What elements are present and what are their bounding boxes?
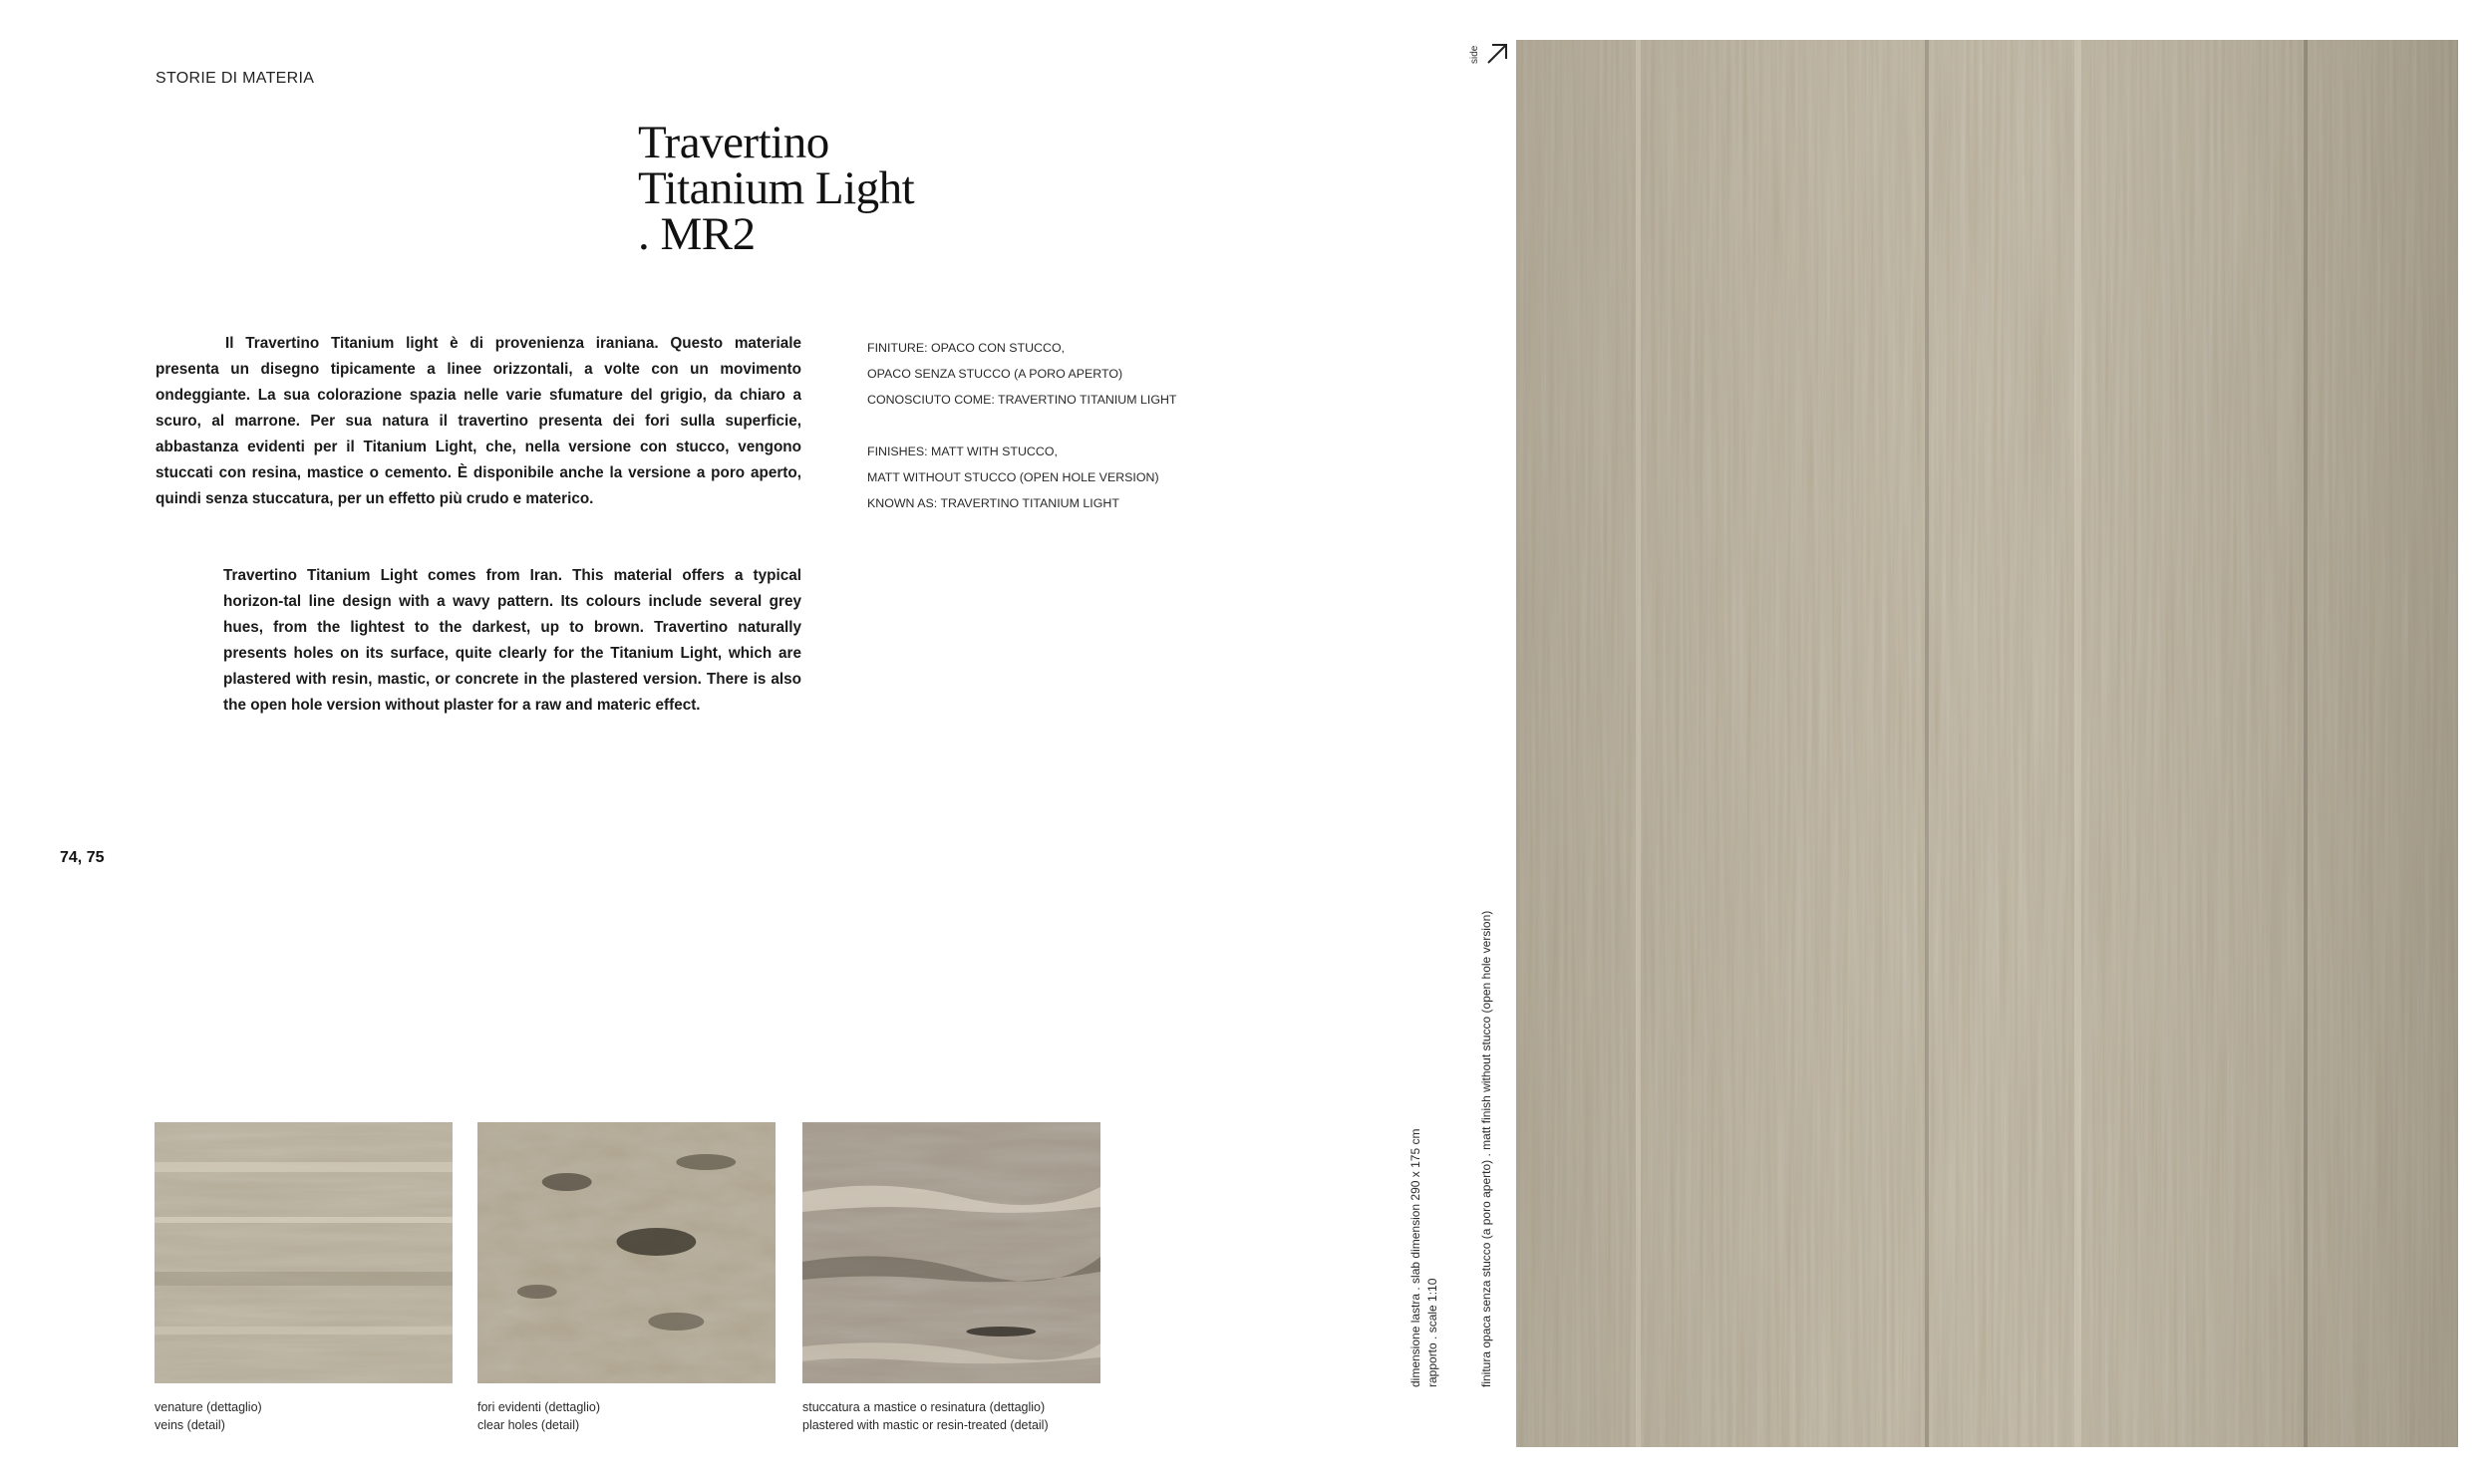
caption-en: plastered with mastic or resin-treated (detail) — [802, 1418, 1049, 1432]
spec-line: FINITURE: OPACO CON STUCCO, — [867, 341, 1066, 355]
title-line-2: Titanium Light — [638, 162, 915, 214]
caption-en: clear holes (detail) — [477, 1418, 580, 1432]
detail-caption-plastered — [802, 1398, 1049, 1434]
detail-image-plastered — [802, 1122, 1100, 1383]
title-line-3: . MR2 — [638, 208, 756, 260]
spec-line: KNOWN AS: TRAVERTINO TITANIUM LIGHT — [867, 496, 1119, 510]
spec-line: CONOSCIUTO COME: TRAVERTINO TITANIUM LIGHT — [867, 393, 1177, 407]
spec-line: FINISHES: MATT WITH STUCCO, — [867, 445, 1058, 458]
slab-scale: rapporto . scale 1:10 — [1425, 1278, 1439, 1387]
title-line-1: Travertino — [638, 117, 829, 168]
spec-line: MATT WITHOUT STUCCO (OPEN HOLE VERSION) — [867, 470, 1159, 484]
arrow-up-right-icon — [1485, 42, 1509, 66]
detail-caption-veins — [155, 1398, 262, 1434]
slab-finish-caption: finitura opaca senza stucco (a poro aperto) . matt finish without stucco (open hole version) — [1479, 910, 1493, 1387]
slab-image — [1516, 40, 2458, 1447]
detail-image-veins — [155, 1122, 453, 1383]
description-english: Travertino Titanium Light comes from Iran. This material offers a typical horizon-tal line design with a wavy pattern. Its colours include several grey hues, from the lightest to the darkest, up to brown. Travertino naturally presents holes on its surface, quite clearly for the Titanium Light, which are plastered with resin, mastic, or concrete in the plastered version. There is also the open hole version without plaster for a raw and materic effect. — [223, 567, 801, 714]
caption-en: veins (detail) — [155, 1418, 225, 1432]
caption-it: stuccatura a mastice o resinatura (dettaglio) — [802, 1400, 1046, 1414]
caption-it: fori evidenti (dettaglio) — [477, 1400, 600, 1414]
finish-specs — [867, 335, 1176, 516]
section-label: STORIE DI MATERIA — [156, 70, 315, 87]
page-title — [638, 117, 915, 260]
slab-dimension-caption — [1407, 1129, 1441, 1387]
detail-image-holes — [477, 1122, 776, 1383]
description-italian: Il Travertino Titanium light è di provenienza iraniana. Questo materiale presenta un disegno tipicamente a linee orizzontali, a volte con un movimento ondeggiante. La sua colorazione spazia nelle varie sfumature del grigio, da chiaro a scuro, al marrone. Per sua natura il travertino presenta dei fori sulla superficie, abbastanza evidenti per il Titanium Light, che, nella versione con stucco, vengono stuccati con resina, mastice o cemento. È disponibile anche la versione a poro aperto, quindi senza stuccatura, per un effetto più crudo e materico. — [156, 335, 801, 507]
spec-line: OPACO SENZA STUCCO (A PORO APERTO) — [867, 367, 1123, 381]
side-label: side — [1469, 45, 1480, 64]
slab-dimension: dimensione lastra . slab dimension 290 x 175 cm — [1408, 1128, 1422, 1387]
page-number: 74, 75 — [60, 849, 105, 866]
caption-it: venature (dettaglio) — [155, 1400, 262, 1414]
detail-caption-holes — [477, 1398, 600, 1434]
